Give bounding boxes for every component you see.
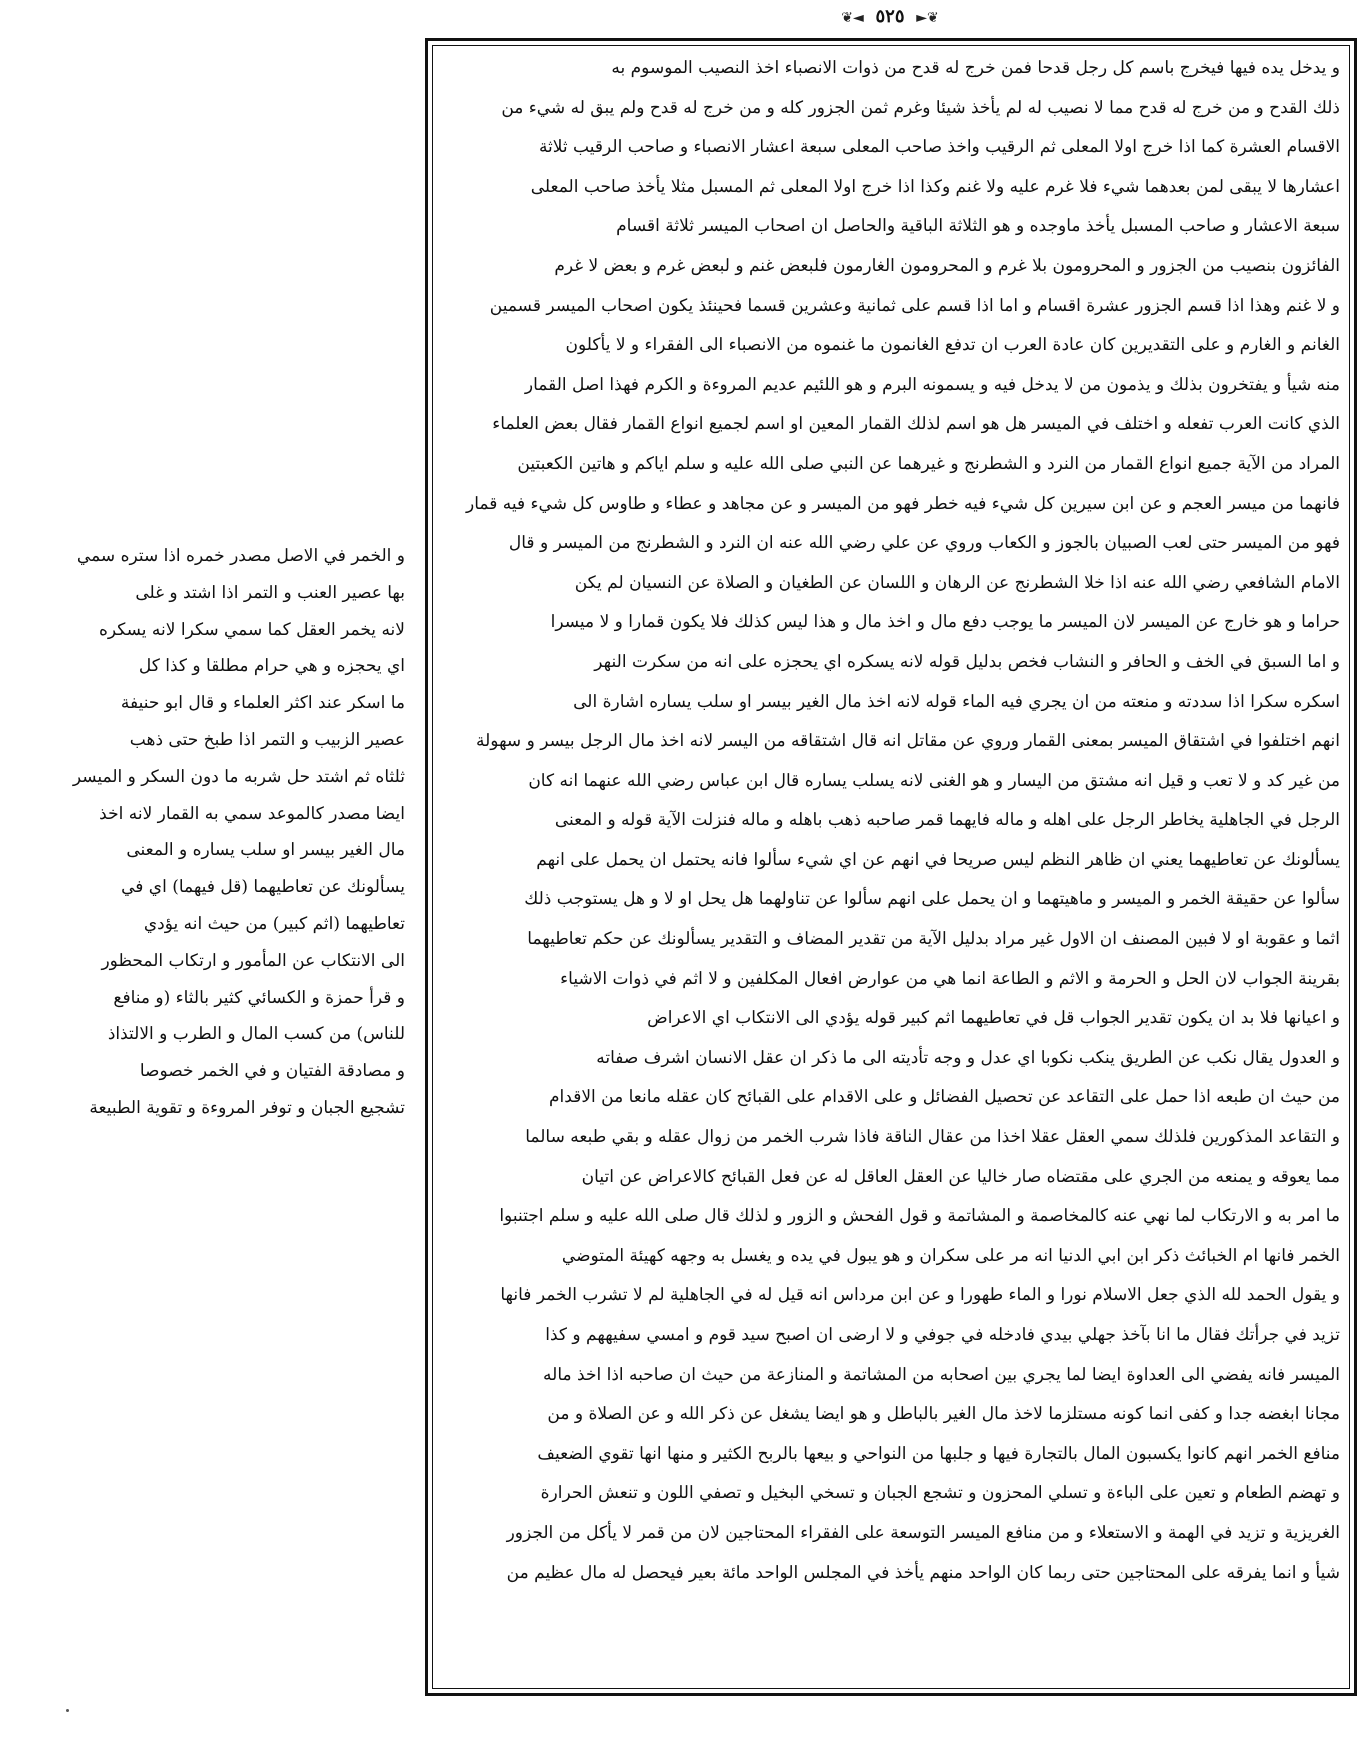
main-text-line: حراما و هو خارج عن الميسر لان الميسر ما يوجب دفع مال و اخذ مال و هذا ليس كذلك فلا يكون قمارا و لا ميسرا (550, 612, 1340, 633)
main-text-line: و العدول يقال نكب عن الطريق ينكب نكوبا اي عدل و وجه تأديته الى ما ذكر ان عقل الانسان اشرف صفاته (596, 1047, 1340, 1068)
main-text-line: ما امر به و الارتكاب لما نهي عنه كالمخاصمة و المشاتمة و قول الفحش و الزور و لذلك قال صلى الله عليه و سلم اجتنبوا (499, 1206, 1340, 1227)
stray-mark (66, 1709, 69, 1712)
side-text-line: تشجيع الجبان و توفر المروءة و تقوية الطبيعة (89, 1097, 405, 1118)
ornament-left: ◄❦ (841, 10, 864, 26)
main-text-line: مما يعوقه و يمنعه من الجري على مقتضاه صار خاليا عن العقل العاقل له عن فعل القبائح كالاعراض عن اتيان (581, 1166, 1340, 1187)
main-text-line: من غير كد و لا تعب و قيل انه مشتق من اليسار و هو الغنى لانه يسلب يساره قال ابن عباس رضي الله عنهما انه كان (528, 770, 1340, 791)
main-text-line: سبعة الاعشار و صاحب المسبل يأخذ ماوجده و هو الثلاثة الباقية والحاصل ان اصحاب الميسر ثلاثة اقسام (616, 216, 1340, 237)
side-text-line: و مصادقة الفتيان و في الخمر خصوصا (139, 1061, 405, 1082)
main-text-line: و لا غنم وهذا اذا قسم الجزور عشرة اقسام و اما اذا قسم على ثمانية وعشرين قسما فحينئذ يكون اصحاب الميسر قسمين (489, 295, 1340, 316)
main-text-line: بقرينة الجواب لان الحل و الحرمة و الاثم و الطاعة انما هي من عوارض افعال المكلفين و لا اثم في ذوات الاشياء (560, 968, 1340, 989)
main-text-line: منافع الخمر انهم كانوا يكسبون المال بالتجارة فيها و جلبها من النواحي و بيعها بالربح الكثير و منها انها تقوي الضعيف (537, 1443, 1340, 1464)
main-text-line: شيأ و انما يفرقه على المحتاجين حتى ربما كان الواحد منهم يأخذ في المجلس الواحد مائة بعير فيحصل له مال عظيم من (506, 1562, 1340, 1583)
main-text-line: و اعيانها فلا بد ان يكون تقدير الجواب قل في تعاطيهما اثم كبير قوله يؤدي الى الانتكاب اي الاعراض (647, 1008, 1340, 1029)
page-number-header (815, 4, 965, 30)
side-text-line: لانه يخمر العقل كما سمي سكرا لانه يسكره (98, 619, 405, 640)
main-text-line: الغريزية و تزيد في الهمة و الاستعلاء و من منافع الميسر التوسعة على الفقراء المحتاجين لان من قمر لا يأكل من الجزور (506, 1522, 1340, 1543)
main-text-line: اثما و عقوبة او لا فبين المصنف ان الاول غير مراد بدليل الآية من تقدير المضاف و التقدير يسألونك عن حكم تعاطيهما (527, 929, 1340, 950)
main-text-frame (425, 38, 1357, 1696)
side-text-line: الى الانتكاب عن المأمور و ارتكاب المحظور (101, 950, 405, 971)
main-text-line: يسألونك عن تعاطيهما يعني ان ظاهر النظم ليس صريحا في انهم عن اي شيء سألوا فانه يحتمل ان يحمل على انهم (536, 849, 1340, 870)
side-text-line: بها عصير العنب و التمر اذا اشتد و غلى (135, 582, 405, 603)
side-text-line: عصير الزبيب و التمر اذا طبخ حتى ذهب (129, 729, 405, 750)
main-text-line: اعشارها لا يبقى لمن بعدهما شيء فلا غرم عليه ولا غنم وكذا اذا خرج اولا المعلى ثم المسبل مثلا يأخذ صاحب المعلى (530, 176, 1340, 197)
main-text-line: و يقول الحمد لله الذي جعل الاسلام نورا و الماء طهورا و عن ابن مرداس انه قيل له في الجاهلية لم لا تشرب الخمر فانها (500, 1285, 1340, 1306)
side-text-line: ايضا مصدر كالموعد سمي به القمار لانه اخذ (99, 803, 405, 824)
main-text-body (442, 49, 1340, 1685)
main-text-line: الغانم و الغارم و على التقديرين كان عادة العرب ان تدفع الغانمون ما غنموه من الانصباء الى الفقراء و لا يأكلون (565, 335, 1340, 356)
side-text-line: تعاطيهما (اثم كبير) من حيث انه يؤدي (143, 913, 405, 934)
main-text-line: و التقاعد المذكورين فلذلك سمي العقل عقلا اخذا من عقال الناقة فاذا شرب الخمر من زوال عقله و بقي طبعه سالما (525, 1127, 1340, 1148)
main-text-line: منه شيأ و يفتخرون بذلك و يذمون من لا يدخل فيه و يسمونه البرم و هو اللئيم عديم المروءة و الكرم فهذا اصل القمار (524, 374, 1340, 395)
main-text-line: تزيد في جرأتك فقال ما انا بآخذ جهلي بيدي فادخله في جوفي و لا ارضى ان اصبح سيد قوم و امسي سفيههم و كذا (545, 1325, 1340, 1345)
side-text-line: يسألونك عن تعاطيهما (قل فيهما) اي في (121, 877, 405, 898)
main-text-line: سألوا عن حقيقة الخمر و الميسر و ماهيتهما و ان يحمل على انهم سألوا عن تناولهما هل يحل او لا و هل يستوجب ذلك (524, 889, 1340, 910)
main-text-line: الفائزون بنصيب من الجزور و المحرومون بلا غرم و المحرومون الغارمون فلبعض غنم و لبعض غرم و بعض لا غرم (554, 255, 1340, 276)
main-text-line: اسكره سكرا اذا سددته و منعته من ان يجري فيه الماء قوله لانه اخذ مال الغير بيسر او سلب يساره اشارة الى (573, 691, 1340, 712)
main-text-line: فهو من الميسر حتى لعب الصبيان بالجوز و الكعاب وروي عن علي رضي الله عنه ان النرد و الشطرنج من الميسر و قال (508, 533, 1340, 554)
side-text-line: اي يحجزه و هي حرام مطلقا و كذا كل (138, 656, 405, 677)
side-text-line: و الخمر في الاصل مصدر خمره اذا ستره سمي (76, 546, 405, 566)
main-text-line: انهم اختلفوا في اشتقاق الميسر بمعنى القمار وروي عن مقاتل انه قال اشتقاقه من اليسر لانه اخذ مال الرجل بيسر و سهولة (476, 731, 1340, 752)
main-text-line: الامام الشافعي رضي الله عنه اذا خلا الشطرنج عن الرهان و اللسان عن الطغيان و الصلاة عن النسيان لم يكن (574, 572, 1340, 593)
side-text-line: ما اسكر عند اكثر العلماء و قال ابو حنيفة (120, 693, 405, 714)
main-text-line: و يدخل يده فيها فيخرج باسم كل رجل قدحا فمن خرج له قدح من ذوات الانصباء اخذ النصيب الموسوم به (611, 58, 1340, 78)
side-text-line: و قرأ حمزة و الكسائي كثير بالثاء (و منافع (113, 987, 405, 1008)
main-text-line: مجانا ابغضه جدا و كفى انما كونه مستلزما لاخذ مال الغير بالباطل و هو ايضا يشغل عن ذكر الله و عن الصلاة و من (547, 1404, 1340, 1425)
main-text-line: الميسر فانه يفضي الى العداوة ايضا لما يجري بين اصحابه من المشاتمة و المنازعة من حيث ان صاحبه اذا اخذ ماله (543, 1364, 1340, 1385)
main-text-line: و اما السبق في الخف و الحافر و النشاب فخص بدليل قوله لانه يسكره اي يحجزه على انه من سكرت النهر (594, 651, 1340, 672)
main-text-line: الاقسام العشرة كما اذا خرج اولا المعلى ثم الرقيب واخذ صاحب المعلى سبعة اعشار الانصباء و صاحب الرقيب ثلاثة (538, 137, 1340, 158)
main-text-line: الذي كانت العرب تفعله و اختلف في الميسر هل هو اسم لذلك القمار المعين او اسم لجميع انواع القمار فقال بعض العلماء (492, 414, 1340, 435)
main-text-line: ذلك القدح و من خرج له قدح مما لا نصيب له لم يأخذ شيئا وغرم ثمن الجزور كله و من خرج له قدح ولم يبق له شيء من (501, 97, 1340, 118)
main-text-line: الرجل في الجاهلية يخاطر الرجل على اهله و ماله فايهما قمر صاحبه ذهب باهله و ماله فنزلت الآية قوله و المعنى (554, 810, 1340, 831)
main-text-line: الخمر فانها ام الخبائث ذكر ابن ابي الدنيا انه مر على سكران و هو يبول في يده و يغسل به وجهه كهيئة المتوضي (561, 1245, 1340, 1266)
ornament-right: ❦► (916, 10, 939, 26)
side-text-line: ثلثاه ثم اشتد حل شربه ما دون السكر و الميسر (72, 766, 405, 787)
main-text-line: من حيث ان طبعه اذا حمل على التقاعد عن تحصيل الفضائل و على الاقدام على القبائح كان عقله مانعا من الاقدام (549, 1087, 1340, 1108)
main-text-line: المراد من الآية جميع انواع القمار من النرد و الشطرنج و غيرهما عن النبي صلى الله عليه و سلم اياكم و هاتين الكعبتين (517, 453, 1340, 474)
page-number: ٥٢٥ (875, 6, 905, 27)
side-text-line: مال الغير بيسر او سلب يساره و المعنى (126, 840, 405, 861)
main-text-line: و تهضم الطعام و تعين على الباءة و تسلي المحزون و تشجع الجبان و تسخي البخيل و تصفي اللون و تنعش الحرارة (540, 1483, 1340, 1504)
margin-commentary (48, 538, 405, 1118)
main-text-line: فانهما من ميسر العجم و عن ابن سيرين كل شيء فيه خطر فهو من الميسر و عن مجاهد و عطاء و طاوس كل شيء فيه قمار (466, 493, 1340, 514)
side-text-line: للناس) من كسب المال و الطرب و الالتذاذ (107, 1024, 405, 1045)
